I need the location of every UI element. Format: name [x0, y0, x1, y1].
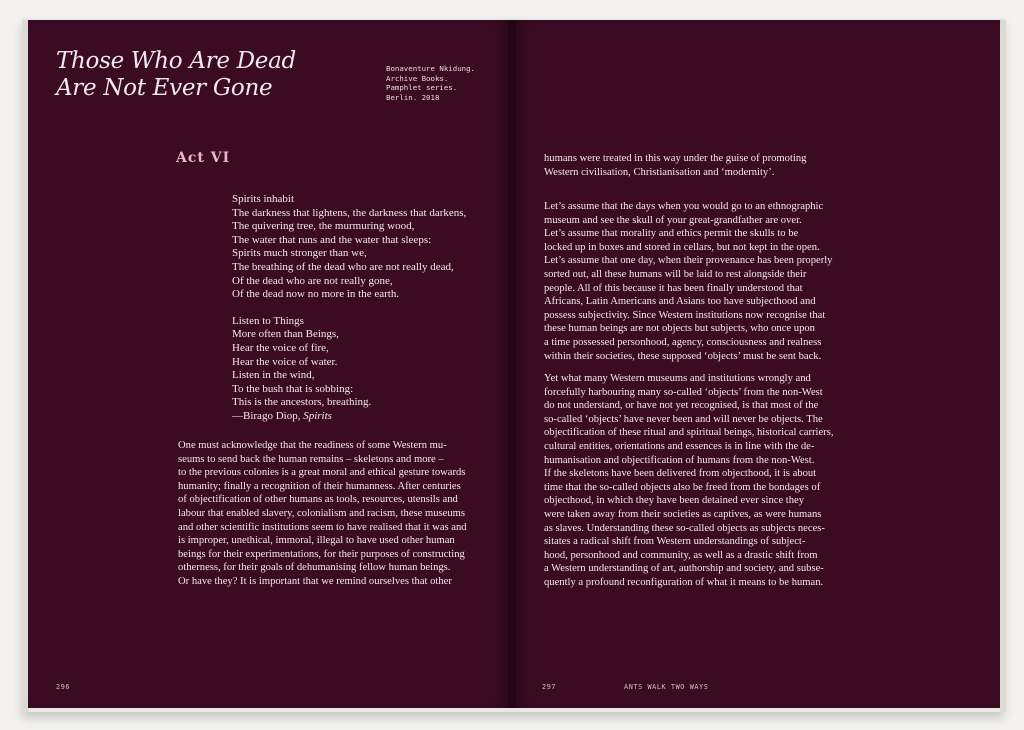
imprint-line: Pamphlet series. — [386, 83, 458, 93]
text-line: forcefully harbouring many so-called ‘objects’ from the non-West — [544, 386, 823, 398]
poem-attribution — [232, 410, 466, 424]
text-line: so-called ‘objects’ have never been and will never be objects. The — [544, 413, 823, 425]
attribution-author: —Birago Diop, — [232, 409, 304, 422]
text-line: were taken away from their societies as captives, as were humans — [544, 508, 822, 520]
text-line: locked up in boxes and stored in cellars, but not kept in the open. — [544, 241, 820, 253]
text-line: seums to send back the human remains – skeletons and more – — [178, 453, 444, 465]
poem-line: The breathing of the dead who are not really dead, — [232, 260, 454, 273]
poem-line: Hear the voice of water. — [232, 355, 338, 368]
text-line: cultural entities, orientations and essences is in line with the de- — [544, 440, 815, 452]
title-line: Are Not Ever Gone — [56, 75, 273, 101]
text-line: Africans, Latin Americans and Asians too have subjecthood and — [544, 296, 816, 308]
text-line: as slaves. Understanding these so-called objects as subjects neces- — [544, 522, 825, 534]
running-head: ANTS WALK TWO WAYS — [624, 683, 709, 691]
poem-line: Of the dead who are not really gone, — [232, 274, 393, 287]
page-stack-edge-right — [1000, 20, 1006, 712]
left-body-paragraph — [178, 439, 467, 589]
text-line: quently a profound reconfiguration of what it means to be human. — [544, 576, 824, 588]
right-body-paragraph-2 — [544, 200, 832, 363]
poem-line: Of the dead now no more in the earth. — [232, 288, 400, 301]
attribution-work: Spirits — [303, 409, 332, 422]
poem-stanza-1 — [232, 193, 466, 302]
poem-line: The quivering tree, the murmuring wood, — [232, 220, 415, 233]
text-line: time that the so-called objects also be freed from the bondages of — [544, 481, 821, 493]
poem-line: Spirits inhabit — [232, 193, 295, 205]
text-line: humanisation and objectification of humans from the non-West. — [544, 454, 815, 466]
text-line: within their societies, these supposed ‘objects’ must be sent back. — [544, 350, 822, 362]
text-line: do not understand, or have not yet recognised, is that most of the — [544, 400, 819, 412]
poem-line: Hear the voice of fire, — [232, 341, 329, 354]
text-line: these human beings are not objects but subjects, who once upon — [544, 323, 815, 335]
poem-line: The water that runs and the water that sleeps: — [232, 233, 432, 246]
poem-line: Listen to Things — [232, 314, 304, 327]
page-number-left: 296 — [56, 683, 71, 691]
text-line: to the previous colonies is a great moral and ethical gesture towards — [178, 467, 466, 479]
right-body-paragraph-3 — [544, 372, 833, 590]
poem-line: The darkness that lightens, the darkness that darkens, — [232, 206, 467, 219]
text-line: Or have they? It is important that we remind ourselves that other — [178, 575, 452, 587]
text-line: museum and see the skull of your great-grandfather are over. — [544, 214, 802, 226]
poem-line: Spirits much stronger than we, — [232, 247, 367, 260]
poem-line: Listen in the wind, — [232, 369, 315, 382]
text-line: Yet what many Western museums and institutions wrongly and — [544, 373, 811, 384]
text-line: otherness, for their goals of dehumanising fellow human beings. — [178, 562, 451, 574]
text-line: and other scientific institutions seem to have realised that it was and — [178, 521, 467, 533]
poem-stanza-2 — [232, 315, 466, 424]
poem-line: More often than Beings, — [232, 328, 339, 341]
right-body-paragraph-1 — [544, 152, 806, 179]
text-line: a time possessed personhood, agency, consciousness and realness — [544, 336, 822, 348]
text-line: hood, personhood and community, as well as a drastic shift from — [544, 549, 818, 561]
text-line: possess subjectivity. Since Western institutions now recognise that — [544, 309, 826, 321]
page-number-right: 297 — [542, 683, 557, 691]
imprint-line: Bonaventure Nkidung. — [386, 64, 475, 73]
text-line: a Western understanding of art, authorship and society, and subse- — [544, 563, 824, 575]
text-line: of objectification of other humans as tools, resources, utensils and — [178, 494, 458, 506]
text-line: If the skeletons have been delivered from objecthood, it is about — [544, 468, 817, 480]
text-line: beings for their experimentations, for their purposes of constructing — [178, 548, 465, 560]
text-line: objecthood, in which they have been detained ever since they — [544, 495, 805, 507]
imprint-block — [386, 64, 475, 102]
book-gutter — [509, 20, 515, 708]
title-line: Those Who Are Dead — [56, 48, 296, 74]
text-line: Let’s assume that one day, when their provenance has been properly — [544, 255, 833, 267]
poem-block — [232, 193, 466, 424]
text-line: Let’s assume that morality and ethics permit the skulls to be — [544, 228, 799, 240]
text-line: labour that enabled slavery, colonialism and racism, these museums — [178, 507, 466, 519]
right-page — [512, 20, 1000, 708]
imprint-line: Berlin. 2018 — [386, 92, 440, 102]
text-line: humanity; finally a recognition of their humanness. After centuries — [178, 480, 461, 492]
text-line: Let’s assume that the days when you would go to an ethnographic — [544, 201, 824, 212]
text-line: One must acknowledge that the readiness of some Western mu- — [178, 440, 447, 451]
chapter-title — [56, 48, 296, 102]
text-line: people. All of this because it has been finally understood that — [544, 282, 803, 294]
imprint-line: Archive Books. — [386, 73, 449, 83]
act-heading: Act VI — [176, 150, 231, 166]
text-line: objectification of these ritual and spiritual beings, historical carriers, — [544, 427, 834, 439]
text-line: is improper, unethical, immoral, illegal to have used other human — [178, 535, 455, 547]
text-line: sorted out, all these humans will be laid to rest alongside their — [544, 268, 807, 280]
text-line: sitates a radical shift from Western understandings of subject- — [544, 536, 806, 548]
text-line: Western civilisation, Christianisation and ‘modernity’. — [544, 166, 775, 178]
text-line: humans were treated in this way under the guise of promoting — [544, 153, 807, 164]
poem-line: To the bush that is sobbing: — [232, 382, 354, 395]
poem-line: This is the ancestors, breathing. — [232, 396, 372, 409]
